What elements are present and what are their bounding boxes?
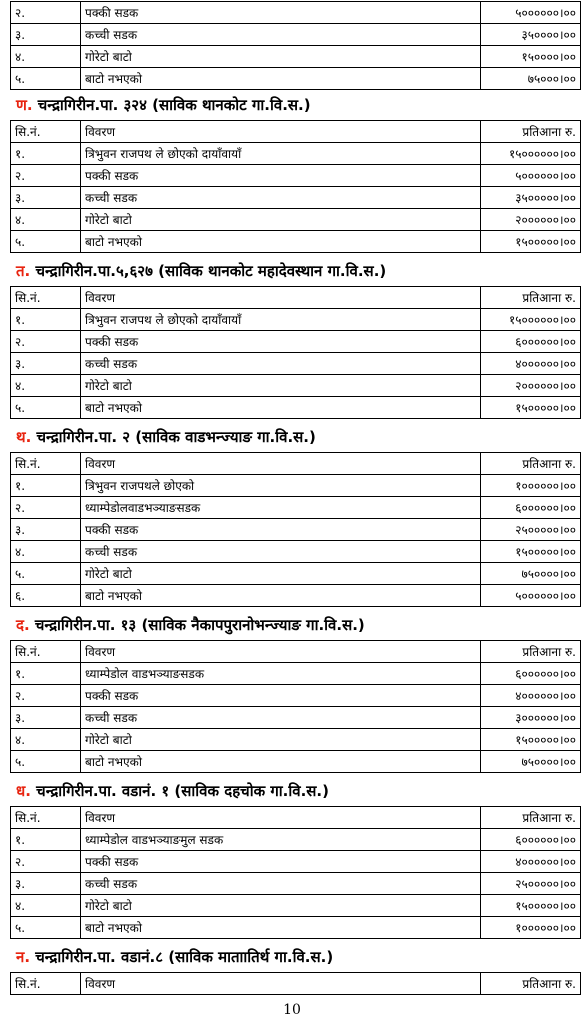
- description-cell: गोरेटो बाटो: [81, 563, 481, 585]
- header-amount: प्रतिआना रु.: [481, 641, 581, 663]
- amount-cell: ३५०००००।००: [481, 187, 581, 209]
- serial-cell: १.: [11, 309, 81, 331]
- table-row: [11, 563, 581, 585]
- table-header-row: [11, 641, 581, 663]
- description-cell: त्रिभुवन राजपथ ले छोएको दायाँवायाँ: [81, 309, 481, 331]
- table-row: [11, 829, 581, 851]
- table-header-row: [11, 807, 581, 829]
- section-table: [10, 972, 581, 995]
- description-cell: पक्की सडक: [81, 2, 481, 24]
- section-heading: [16, 258, 576, 284]
- amount-cell: ७५०००।००: [481, 68, 581, 90]
- amount-cell: १५०००००।००: [481, 541, 581, 563]
- amount-cell: ७५००००।००: [481, 751, 581, 773]
- serial-cell: ४.: [11, 209, 81, 231]
- section-letter: न.: [16, 948, 31, 966]
- description-cell: बाटो नभएको: [81, 585, 481, 607]
- table-row: [11, 143, 581, 165]
- section-title: चन्द्रागिरीन.पा. वडानं. १ (साविक दहचोक गा.वि.स.): [36, 782, 329, 800]
- serial-cell: ३.: [11, 519, 81, 541]
- serial-cell: २.: [11, 165, 81, 187]
- amount-cell: १५००००००।००: [481, 309, 581, 331]
- table-row: [11, 309, 581, 331]
- table-row: [11, 2, 581, 24]
- table-row: [11, 24, 581, 46]
- amount-cell: ४००००००।००: [481, 353, 581, 375]
- table-row: [11, 585, 581, 607]
- description-cell: पक्की सडक: [81, 851, 481, 873]
- serial-cell: ३.: [11, 873, 81, 895]
- serial-cell: १.: [11, 475, 81, 497]
- header-amount: प्रतिआना रु.: [481, 287, 581, 309]
- description-cell: गोरेटो बाटो: [81, 895, 481, 917]
- section-title: चन्द्रागिरीन.पा. २ (साविक वाडभन्ज्याङ गा.वि.स.): [36, 428, 316, 446]
- header-description: विवरण: [81, 973, 481, 995]
- continued-table: [10, 1, 581, 90]
- section-table: [10, 286, 581, 419]
- serial-cell: २.: [11, 2, 81, 24]
- description-cell: त्रिभुवन राजपथ ले छोएको दायाँवायाँ: [81, 143, 481, 165]
- amount-cell: ६००००००।००: [481, 331, 581, 353]
- serial-cell: ३.: [11, 187, 81, 209]
- table-row: [11, 331, 581, 353]
- table-row: [11, 519, 581, 541]
- table-row: [11, 851, 581, 873]
- header-serial: सि.नं.: [11, 453, 81, 475]
- table-row: [11, 707, 581, 729]
- amount-cell: १००००००।००: [481, 917, 581, 939]
- header-description: विवरण: [81, 807, 481, 829]
- serial-cell: १.: [11, 143, 81, 165]
- serial-cell: ४.: [11, 895, 81, 917]
- description-cell: कच्ची सडक: [81, 541, 481, 563]
- serial-cell: ४.: [11, 46, 81, 68]
- serial-cell: ६.: [11, 585, 81, 607]
- description-cell: कच्ची सडक: [81, 707, 481, 729]
- table-row: [11, 375, 581, 397]
- description-cell: बाटो नभएको: [81, 231, 481, 253]
- table-row: [11, 663, 581, 685]
- amount-cell: १५०००००।००: [481, 231, 581, 253]
- serial-cell: १.: [11, 663, 81, 685]
- serial-cell: ५.: [11, 231, 81, 253]
- section-heading: [16, 612, 576, 638]
- section-table: [10, 452, 581, 607]
- section-letter: त.: [16, 262, 31, 280]
- description-cell: पक्की सडक: [81, 519, 481, 541]
- header-serial: सि.नं.: [11, 287, 81, 309]
- header-amount: प्रतिआना रु.: [481, 973, 581, 995]
- table-row: [11, 46, 581, 68]
- section-heading: [16, 424, 576, 450]
- amount-cell: ६००००००।००: [481, 829, 581, 851]
- amount-cell: ५००००००।००: [481, 165, 581, 187]
- table-row: [11, 917, 581, 939]
- description-cell: गोरेटो बाटो: [81, 729, 481, 751]
- table-row: [11, 165, 581, 187]
- header-serial: सि.नं.: [11, 807, 81, 829]
- table-row: [11, 209, 581, 231]
- description-cell: गोरेटो बाटो: [81, 46, 481, 68]
- serial-cell: २.: [11, 497, 81, 519]
- description-cell: कच्ची सडक: [81, 24, 481, 46]
- amount-cell: ५००००००।००: [481, 585, 581, 607]
- section-letter: द.: [16, 616, 30, 634]
- amount-cell: २००००००।००: [481, 209, 581, 231]
- description-cell: पक्की सडक: [81, 685, 481, 707]
- amount-cell: २००००००।००: [481, 375, 581, 397]
- serial-cell: ५.: [11, 563, 81, 585]
- serial-cell: ३.: [11, 24, 81, 46]
- description-cell: कच्ची सडक: [81, 353, 481, 375]
- serial-cell: ३.: [11, 707, 81, 729]
- header-description: विवरण: [81, 287, 481, 309]
- header-amount: प्रतिआना रु.: [481, 121, 581, 143]
- serial-cell: २.: [11, 685, 81, 707]
- serial-cell: २.: [11, 851, 81, 873]
- description-cell: त्रिभुवन राजपथले छोएको: [81, 475, 481, 497]
- section-table: [10, 120, 581, 253]
- section-letter: ध.: [16, 782, 31, 800]
- serial-cell: ४.: [11, 541, 81, 563]
- table-row: [11, 187, 581, 209]
- serial-cell: ५.: [11, 751, 81, 773]
- serial-cell: ५.: [11, 397, 81, 419]
- serial-cell: १.: [11, 829, 81, 851]
- amount-cell: ३५००००।००: [481, 24, 581, 46]
- header-description: विवरण: [81, 121, 481, 143]
- table-row: [11, 895, 581, 917]
- section-heading: [16, 92, 576, 118]
- serial-cell: ४.: [11, 375, 81, 397]
- serial-cell: ४.: [11, 729, 81, 751]
- amount-cell: १००००००।००: [481, 475, 581, 497]
- header-description: विवरण: [81, 641, 481, 663]
- amount-cell: ४००००००।००: [481, 851, 581, 873]
- table-header-row: [11, 453, 581, 475]
- section-heading: [16, 944, 576, 970]
- section-title: चन्द्रागिरीन.पा.५,६२७ (साविक थानकोट महादेवस्थान गा.वि.स.): [35, 262, 387, 280]
- description-cell: कच्ची सडक: [81, 873, 481, 895]
- header-amount: प्रतिआना रु.: [481, 453, 581, 475]
- header-description: विवरण: [81, 453, 481, 475]
- amount-cell: ६००००००।००: [481, 663, 581, 685]
- amount-cell: ४००००००।००: [481, 685, 581, 707]
- amount-cell: २५०००००।००: [481, 519, 581, 541]
- serial-cell: २.: [11, 331, 81, 353]
- table-row: [11, 541, 581, 563]
- description-cell: पक्की सडक: [81, 331, 481, 353]
- amount-cell: १५०००००।००: [481, 397, 581, 419]
- description-cell: गोरेटो बाटो: [81, 209, 481, 231]
- description-cell: ध्याम्पेडोलवाडभञ्याङसडक: [81, 497, 481, 519]
- table-row: [11, 751, 581, 773]
- amount-cell: ५००००००।००: [481, 2, 581, 24]
- description-cell: कच्ची सडक: [81, 187, 481, 209]
- table-row: [11, 397, 581, 419]
- description-cell: ध्याम्पेडोल वाडभञ्याङमुल सडक: [81, 829, 481, 851]
- amount-cell: १५०००००।००: [481, 729, 581, 751]
- table-header-row: [11, 287, 581, 309]
- table-row: [11, 873, 581, 895]
- page-number: 10: [283, 1002, 301, 1018]
- description-cell: गोरेटो बाटो: [81, 375, 481, 397]
- table-row: [11, 475, 581, 497]
- amount-cell: ६००००००।००: [481, 497, 581, 519]
- table-header-row: [11, 973, 581, 995]
- amount-cell: २५०००००।००: [481, 873, 581, 895]
- amount-cell: १५००००००।००: [481, 143, 581, 165]
- table-header-row: [11, 121, 581, 143]
- table-row: [11, 685, 581, 707]
- description-cell: बाटो नभएको: [81, 751, 481, 773]
- table-row: [11, 231, 581, 253]
- table-row: [11, 68, 581, 90]
- serial-cell: ५.: [11, 917, 81, 939]
- serial-cell: ३.: [11, 353, 81, 375]
- amount-cell: १५०००००।००: [481, 895, 581, 917]
- description-cell: बाटो नभएको: [81, 917, 481, 939]
- section-title: चन्द्रागिरीन.पा. ३२४ (साविक थानकोट गा.वि.स.): [37, 96, 311, 114]
- header-serial: सि.नं.: [11, 121, 81, 143]
- section-title: चन्द्रागिरीन.पा. वडानं.८ (साविक माताातिर्थ गा.वि.स.): [35, 948, 334, 966]
- section-letter: ण.: [16, 96, 33, 114]
- description-cell: पक्की सडक: [81, 165, 481, 187]
- section-table: [10, 806, 581, 939]
- description-cell: बाटो नभएको: [81, 68, 481, 90]
- section-table: [10, 640, 581, 773]
- amount-cell: ३००००००।००: [481, 707, 581, 729]
- table-row: [11, 729, 581, 751]
- amount-cell: १५००००।००: [481, 46, 581, 68]
- description-cell: बाटो नभएको: [81, 397, 481, 419]
- section-heading: [16, 778, 576, 804]
- table-row: [11, 497, 581, 519]
- serial-cell: ५.: [11, 68, 81, 90]
- header-serial: सि.नं.: [11, 641, 81, 663]
- header-serial: सि.नं.: [11, 973, 81, 995]
- section-title: चन्द्रागिरीन.पा. १३ (साविक नैकापपुरानोभन्ज्याङ गा.वि.स.): [34, 616, 365, 634]
- amount-cell: ७५००००।००: [481, 563, 581, 585]
- header-amount: प्रतिआना रु.: [481, 807, 581, 829]
- table-row: [11, 353, 581, 375]
- description-cell: ध्याम्पेडोल वाडभञ्याङसडक: [81, 663, 481, 685]
- section-letter: थ.: [16, 428, 32, 446]
